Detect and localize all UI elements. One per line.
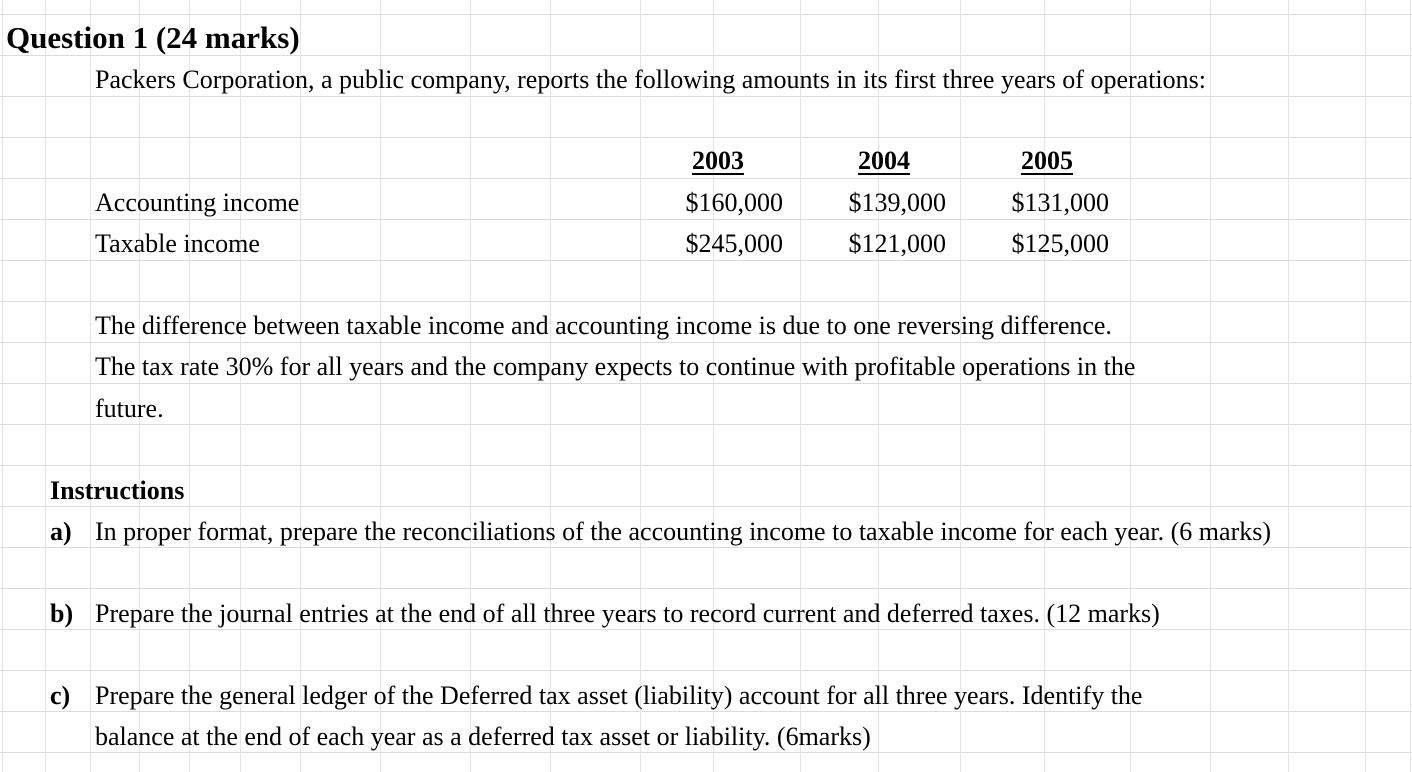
row-label-taxable-income: Taxable income	[95, 229, 260, 258]
note-line-1: The difference between taxable income and accounting income is due to one reversing difference.	[95, 311, 1112, 340]
note-line-2: The tax rate 30% for all years and the company expects to continue with profitable operations in the	[95, 352, 1136, 381]
note-line-3: future.	[95, 394, 164, 423]
instruction-a-marker: a)	[50, 517, 72, 546]
instruction-b-text: Prepare the journal entries at the end of all three years to record current and deferred taxes. (12 marks)	[95, 599, 1160, 628]
intro-text: Packers Corporation, a public company, reports the following amounts in its first three years of operations:	[95, 65, 1206, 94]
instruction-a-text: In proper format, prepare the reconciliations of the accounting income to taxable income for each year. (6 marks)	[95, 517, 1272, 546]
instruction-c-marker: c)	[50, 681, 71, 710]
year-header-2004: 2004	[858, 146, 910, 175]
instruction-c-text-line-1: Prepare the general ledger of the Deferred tax asset (liability) account for all three years. Identify the	[95, 681, 1143, 710]
instructions-heading: Instructions	[50, 476, 185, 505]
instruction-b-marker: b)	[50, 599, 74, 628]
taxable-income-2004: $121,000	[848, 229, 946, 258]
accounting-income-2005: $131,000	[1011, 188, 1109, 217]
question-title: Question 1 (24 marks)	[6, 20, 300, 55]
accounting-income-2003: $160,000	[685, 188, 783, 217]
year-header-2003: 2003	[692, 146, 744, 175]
taxable-income-2005: $125,000	[1011, 229, 1109, 258]
accounting-income-2004: $139,000	[848, 188, 946, 217]
year-header-2005: 2005	[1021, 146, 1073, 175]
row-label-accounting-income: Accounting income	[95, 188, 300, 217]
instruction-c-text-line-2: balance at the end of each year as a deferred tax asset or liability. (6marks)	[95, 722, 871, 751]
taxable-income-2003: $245,000	[685, 229, 783, 258]
